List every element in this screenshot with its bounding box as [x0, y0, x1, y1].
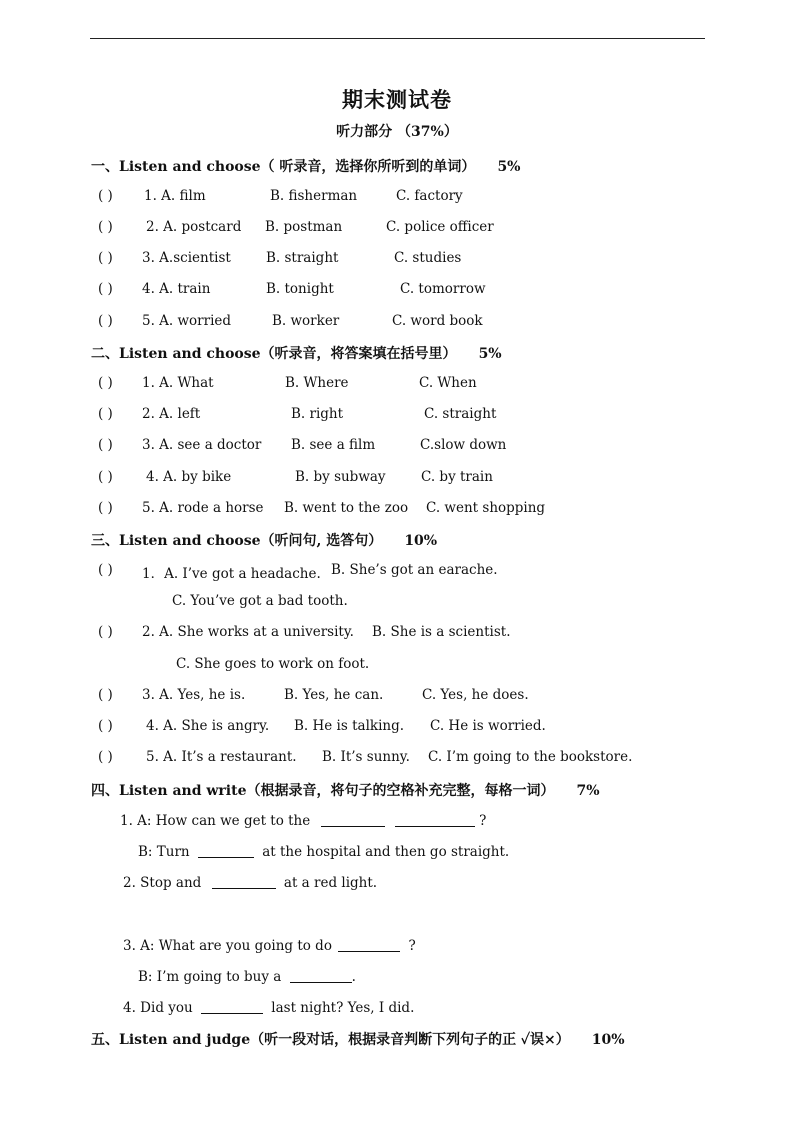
option-c: C. by train [421, 469, 493, 485]
option-c: C. police officer [386, 219, 494, 235]
option-a: 4. A. She is angry. [146, 718, 270, 734]
option-c: C. I’m going to the bookstore. [428, 749, 633, 765]
option-b: B. straight [266, 250, 339, 266]
option-b: B. tonight [266, 281, 334, 297]
section-points: 7% [576, 783, 600, 799]
option-b: B. It’s sunny. [322, 749, 410, 765]
option-c: C. She goes to work on foot. [176, 656, 370, 672]
option-c: C. Yes, he does. [422, 687, 529, 703]
answer-paren[interactable]: ( ) [98, 219, 113, 235]
option-b: B. see a film [291, 437, 376, 453]
option-a: 5. A. It’s a restaurant. [146, 749, 297, 765]
answer-blank[interactable] [198, 843, 254, 858]
option-a: 3. A. see a doctor [142, 437, 262, 453]
fill-line: 2. Stop and at a red light. [123, 875, 378, 891]
option-b: B. by subway [295, 469, 386, 485]
section-3-heading: 三、Listen and choose（听问句, 选答句） 10% [91, 533, 438, 549]
option-c: C. went shopping [426, 500, 546, 516]
section-4-heading: 四、Listen and write（根据录音，将句子的空格补充完整，每格一词） 7% [91, 783, 600, 799]
option-a: 2. A. She works at a university. [142, 624, 354, 640]
option-a: 5. A. rode a horse [142, 500, 264, 516]
option-c: C. He is worried. [430, 718, 546, 734]
fill-line: 1. A: How can we get to the ? [120, 813, 487, 829]
option-a: 4. A. train [142, 281, 211, 297]
section-points: 5% [478, 346, 502, 362]
fill-line: B: I’m going to buy a . [138, 969, 356, 985]
option-c: C. straight [424, 406, 497, 422]
section-5-heading: 五、Listen and judge（听一段对话，根据录音判断下列句子的正 ✓误×） 10% [91, 1032, 625, 1048]
answer-paren[interactable]: ( ) [98, 375, 113, 391]
option-a: 3. A.scientist [142, 250, 231, 266]
section-1-heading: 一、Listen and choose（ 听录音，选择你所听到的单词） 5% [91, 159, 521, 175]
answer-paren[interactable]: ( ) [98, 188, 113, 204]
answer-paren[interactable]: ( ) [98, 250, 113, 266]
answer-paren[interactable]: ( ) [98, 687, 113, 703]
answer-paren[interactable]: ( ) [98, 749, 113, 765]
option-b: B. She is a scientist. [372, 624, 511, 640]
option-b: B. Where [285, 375, 349, 391]
option-c: C. You’ve got a bad tooth. [172, 593, 348, 609]
option-c: C. studies [394, 250, 462, 266]
option-a: 2. A. left [142, 406, 201, 422]
option-a: 1．A. I’ve got a headache. [142, 566, 321, 582]
section-points: 10% [591, 1032, 625, 1048]
option-c: C. word book [392, 313, 483, 329]
option-c: C. tomorrow [400, 281, 486, 297]
answer-blank[interactable] [201, 999, 263, 1014]
section-points: 5% [497, 159, 521, 175]
option-a: 1. A. film [144, 188, 206, 204]
option-b: B. right [291, 406, 344, 422]
answer-blank[interactable] [321, 812, 385, 827]
section-points: 10% [404, 533, 438, 549]
answer-blank[interactable] [338, 937, 400, 952]
answer-blank[interactable] [212, 874, 276, 889]
option-b: B. She’s got an earache. [331, 562, 498, 578]
answer-blank[interactable] [395, 812, 475, 827]
answer-paren[interactable]: ( ) [98, 500, 113, 516]
option-a: 2. A. postcard [146, 219, 242, 235]
fill-line: B: Turn at the hospital and then go straight. [138, 844, 510, 860]
option-a: 1. A. What [142, 375, 214, 391]
option-b: B. Yes, he can. [284, 687, 384, 703]
option-b: B. postman [265, 219, 343, 235]
option-a: 4. A. by bike [146, 469, 232, 485]
answer-paren[interactable]: ( ) [98, 469, 113, 485]
option-b: B. He is talking. [294, 718, 405, 734]
page-subtitle: 听力部分 （37%） [336, 124, 458, 140]
answer-paren[interactable]: ( ) [98, 718, 113, 734]
answer-paren[interactable]: ( ) [98, 281, 113, 297]
page-title: 期末测试卷 [342, 87, 452, 112]
header-rule [90, 38, 705, 39]
fill-line: 4. Did you last night? Yes, I did. [123, 1000, 415, 1016]
answer-paren[interactable]: ( ) [98, 624, 113, 640]
answer-paren[interactable]: ( ) [98, 562, 113, 578]
option-c: C. factory [396, 188, 463, 204]
section-2-heading: 二、Listen and choose（听录音，将答案填在括号里） 5% [91, 346, 502, 362]
fill-line: 3. A: What are you going to do ? [123, 938, 416, 954]
option-a: 3. A. Yes, he is. [142, 687, 246, 703]
option-c: C.slow down [420, 437, 507, 453]
answer-blank[interactable] [290, 968, 352, 983]
option-c: C. When [419, 375, 477, 391]
answer-paren[interactable]: ( ) [98, 406, 113, 422]
option-b: B. went to the zoo [284, 500, 409, 516]
option-a: 5. A. worried [142, 313, 232, 329]
option-b: B. worker [272, 313, 340, 329]
answer-paren[interactable]: ( ) [98, 313, 113, 329]
option-b: B. fisherman [270, 188, 358, 204]
answer-paren[interactable]: ( ) [98, 437, 113, 453]
